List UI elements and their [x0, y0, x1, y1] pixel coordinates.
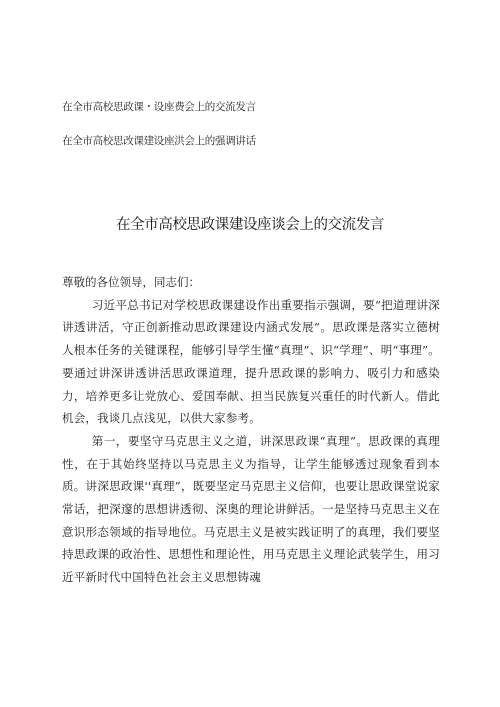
salutation: 尊敬的各位领导，同志们： — [62, 275, 200, 289]
document-title: 在全市高校思政课建设座谈会上的交流发言 — [116, 217, 384, 233]
paragraph-2: 第一，要坚守马克思主义之道，讲深思政课“真理”。思政课的真理性，在于其始终坚持以马克思主义为指导，让学生能够透过现象看到本质。讲深思政课''真理”，既要坚定马克思主义信仰，也要让思政课堂说家常话，把深邃的思想讲透彻、深奥的理论讲鲜活。一是坚持马克思主义在意识形态领域的指导地位。马克思主义是被实践证明了的真理，我们要坚持思政课的政治性、思想性和理论性，用马克思主义理论武装学生，用习近平新时代中国特色社会主义思想铸魂 — [62, 433, 440, 585]
paragraph-1: 习近平总书记对学校思政课建设作出重要指示强调，要“把道理讲深讲透讲活，守正创新推动思政课建设内涵式发展“。思政课是落实立德树人根本任务的关键课程，能够引导学生懂“真理”、识“学理”、明“事理”。要通过讲深讲透讲活思政课道理，提升思政课的影响力、吸引力和感染力，培养更多让党放心、爱国奉献、担当民族复兴重任的时代新人。借此机会，我谈几点浅见，以供大家参考。 — [62, 297, 440, 426]
related-article-link-2[interactable]: 在全市高校思改课建设座洪会上的强调讲话 — [62, 135, 256, 147]
related-article-link-1[interactable]: 在全市高校思政课・设座费会上的交流发言 — [62, 101, 256, 113]
document-body — [62, 271, 440, 589]
related-articles-list — [62, 100, 462, 148]
